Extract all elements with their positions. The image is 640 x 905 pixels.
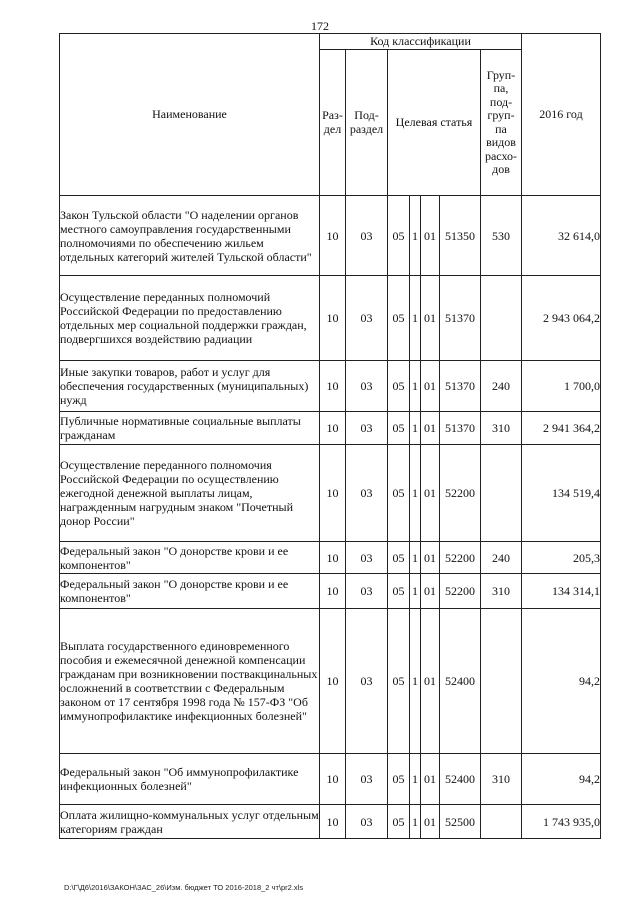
- row-target-event: 01: [421, 805, 440, 839]
- row-amount: 94,2: [522, 754, 601, 805]
- page-number: 172: [311, 19, 329, 33]
- row-subsection: 03: [346, 361, 388, 412]
- table-row: [60, 445, 601, 542]
- table-body: [60, 196, 601, 839]
- row-target-subprogram: 1: [410, 542, 421, 574]
- row-target-program: 05: [388, 542, 410, 574]
- row-name: Осуществление переданного полномочия Российской Федерации по осуществлению ежегодной денежной выплаты лицам, награжденным нагрудным знаком "Почетный донор России": [60, 445, 320, 542]
- row-target-subprogram: 1: [410, 361, 421, 412]
- column-header-year: 2016 год: [522, 34, 601, 196]
- row-target-event: 01: [421, 445, 440, 542]
- row-name: Закон Тульской области "О наделении органов местного самоуправления государственными полномочиями по обеспечению жильем отдельных категорий жителей Тульской области": [60, 196, 320, 276]
- row-target-event: 01: [421, 412, 440, 445]
- table-row: [60, 805, 601, 839]
- row-section: 10: [320, 542, 346, 574]
- row-target-code: 51370: [440, 276, 481, 361]
- column-header-section: Раз- дел: [320, 50, 346, 196]
- row-target-subprogram: 1: [410, 196, 421, 276]
- table-row: [60, 412, 601, 445]
- table-row: [60, 609, 601, 754]
- row-amount: 1 743 935,0: [522, 805, 601, 839]
- row-section: 10: [320, 805, 346, 839]
- row-target-event: 01: [421, 609, 440, 754]
- row-section: 10: [320, 276, 346, 361]
- row-target-event: 01: [421, 196, 440, 276]
- row-name: Иные закупки товаров, работ и услуг для обеспечения государственных (муниципальных) нужд: [60, 361, 320, 412]
- row-subsection: 03: [346, 196, 388, 276]
- row-target-event: 01: [421, 542, 440, 574]
- row-amount: 205,3: [522, 542, 601, 574]
- column-header-classification: Код классификации: [320, 34, 522, 50]
- column-header-name: Наименование: [60, 34, 320, 196]
- row-target-subprogram: 1: [410, 276, 421, 361]
- row-target-program: 05: [388, 276, 410, 361]
- row-section: 10: [320, 196, 346, 276]
- row-section: 10: [320, 609, 346, 754]
- row-expense-type: 310: [481, 412, 522, 445]
- row-section: 10: [320, 445, 346, 542]
- row-subsection: 03: [346, 754, 388, 805]
- row-expense-type: [481, 445, 522, 542]
- row-target-program: 05: [388, 609, 410, 754]
- row-name: Оплата жилищно-коммунальных услуг отдельным категориям граждан: [60, 805, 320, 839]
- row-amount: 2 941 364,2: [522, 412, 601, 445]
- row-target-event: 01: [421, 754, 440, 805]
- row-expense-type: 310: [481, 754, 522, 805]
- row-target-code: 52500: [440, 805, 481, 839]
- row-subsection: 03: [346, 445, 388, 542]
- row-target-subprogram: 1: [410, 412, 421, 445]
- budget-table: [59, 33, 601, 839]
- row-target-program: 05: [388, 196, 410, 276]
- row-target-code: 52400: [440, 609, 481, 754]
- row-amount: 134 314,1: [522, 574, 601, 609]
- column-header-target-item: Целевая статья: [388, 50, 481, 196]
- row-target-code: 51370: [440, 361, 481, 412]
- row-target-subprogram: 1: [410, 445, 421, 542]
- row-subsection: 03: [346, 276, 388, 361]
- row-section: 10: [320, 574, 346, 609]
- row-target-code: 51350: [440, 196, 481, 276]
- row-target-subprogram: 1: [410, 574, 421, 609]
- row-subsection: 03: [346, 805, 388, 839]
- row-target-code: 52200: [440, 542, 481, 574]
- row-name: Федеральный закон "О донорстве крови и ее компонентов": [60, 574, 320, 609]
- row-expense-type: 240: [481, 361, 522, 412]
- row-expense-type: [481, 609, 522, 754]
- row-amount: 32 614,0: [522, 196, 601, 276]
- table-row: [60, 361, 601, 412]
- row-amount: 1 700,0: [522, 361, 601, 412]
- row-target-program: 05: [388, 805, 410, 839]
- column-header-expense-group: Груп- па, под- груп- па видов расхо- дов: [481, 50, 522, 196]
- row-name: Осуществление переданных полномочий Российской Федерации по предоставлению отдельных мер социальной поддержки граждан, подвергшихся воздействию радиации: [60, 276, 320, 361]
- row-amount: 2 943 064,2: [522, 276, 601, 361]
- row-target-program: 05: [388, 754, 410, 805]
- file-path-footer: D:\Г\Д6\2016\ЗАКОН\ЗАС_26\Изм. бюджет ТО 2016-2018_2 чт\pr2.xls: [64, 883, 304, 892]
- table-row: [60, 574, 601, 609]
- row-subsection: 03: [346, 412, 388, 445]
- row-target-program: 05: [388, 361, 410, 412]
- row-name: Федеральный закон "Об иммунопрофилактике инфекционных болезней": [60, 754, 320, 805]
- row-expense-type: 530: [481, 196, 522, 276]
- row-expense-type: [481, 276, 522, 361]
- row-expense-type: [481, 805, 522, 839]
- row-target-program: 05: [388, 412, 410, 445]
- row-expense-type: 240: [481, 542, 522, 574]
- row-target-event: 01: [421, 574, 440, 609]
- table-row: [60, 542, 601, 574]
- row-name: Федеральный закон "О донорстве крови и ее компонентов": [60, 542, 320, 574]
- row-section: 10: [320, 361, 346, 412]
- row-target-program: 05: [388, 574, 410, 609]
- row-name: Публичные нормативные социальные выплаты гражданам: [60, 412, 320, 445]
- row-subsection: 03: [346, 574, 388, 609]
- row-target-subprogram: 1: [410, 754, 421, 805]
- row-amount: 94,2: [522, 609, 601, 754]
- row-target-code: 52400: [440, 754, 481, 805]
- row-target-code: 52200: [440, 574, 481, 609]
- row-target-code: 51370: [440, 412, 481, 445]
- row-subsection: 03: [346, 542, 388, 574]
- table-row: [60, 276, 601, 361]
- row-target-event: 01: [421, 276, 440, 361]
- row-amount: 134 519,4: [522, 445, 601, 542]
- table-row: [60, 754, 601, 805]
- row-section: 10: [320, 412, 346, 445]
- row-target-subprogram: 1: [410, 609, 421, 754]
- row-target-subprogram: 1: [410, 805, 421, 839]
- table-row: [60, 196, 601, 276]
- row-target-event: 01: [421, 361, 440, 412]
- row-expense-type: 310: [481, 574, 522, 609]
- column-header-subsection: Под- раздел: [346, 50, 388, 196]
- row-section: 10: [320, 754, 346, 805]
- row-subsection: 03: [346, 609, 388, 754]
- row-target-program: 05: [388, 445, 410, 542]
- row-target-code: 52200: [440, 445, 481, 542]
- row-name: Выплата государственного единовременного пособия и ежемесячной денежной компенсации гражданам при возникновении поствакцинальных осложнений в соответствии с Федеральным законом от 17 сентября 1998 года № 157-ФЗ "Об иммунопрофилактике инфекционных болезней": [60, 609, 320, 754]
